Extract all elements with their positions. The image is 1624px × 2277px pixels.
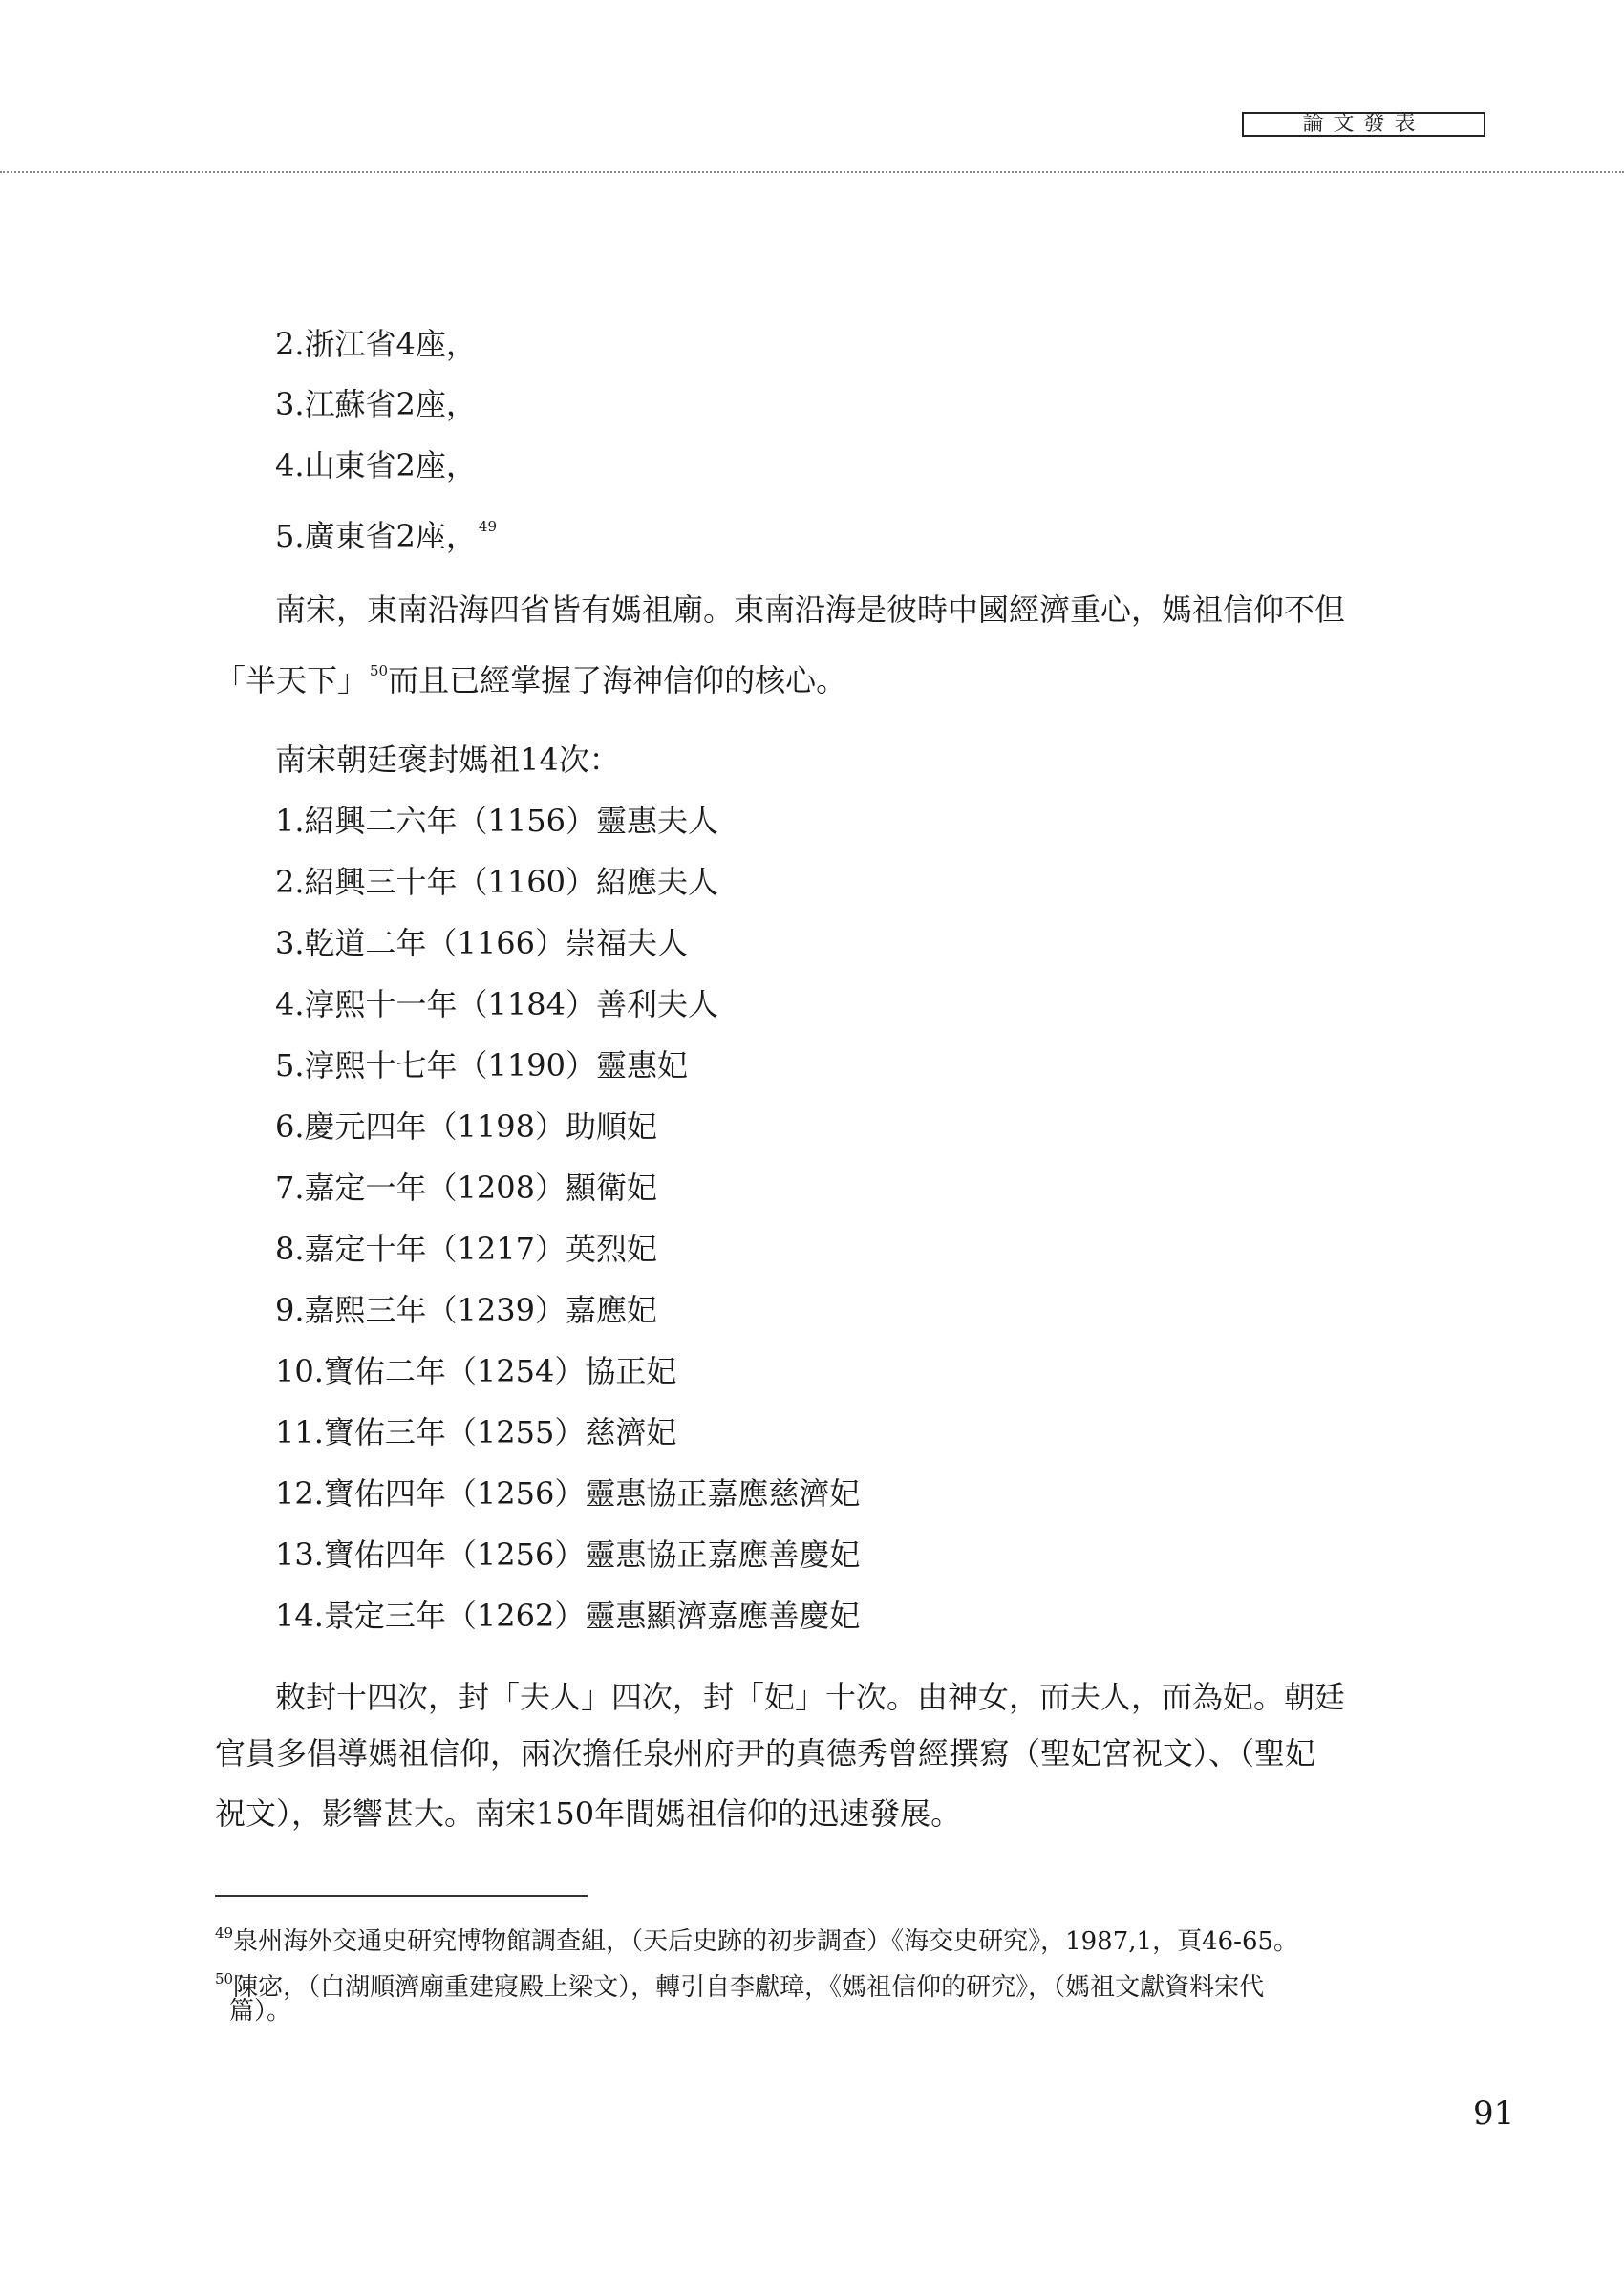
list-item: 2.紹興三十年（1160）紹應夫人 xyxy=(275,864,718,900)
page-number: 91 xyxy=(1473,2094,1515,2133)
list-item: 10.寶佑二年（1254）協正妃 xyxy=(275,1353,677,1389)
list-item: 14.景定三年（1262）靈惠顯濟嘉應善慶妃 xyxy=(275,1598,861,1634)
list-item: 12.寶佑四年（1256）靈惠協正嘉應慈濟妃 xyxy=(275,1475,861,1512)
footnote-divider xyxy=(215,1895,588,1897)
paragraph-line: 祝文），影響甚大。南宋150年間媽祖信仰的迅速發展。 xyxy=(215,1795,962,1832)
list-item: 3.乾道二年（1166）崇福夫人 xyxy=(275,925,688,961)
footnote-ref-50[interactable]: 50 xyxy=(370,662,389,679)
paragraph-text: 而且已經掌握了海神信仰的核心。 xyxy=(388,662,847,698)
paragraph-text: 「半天下」 xyxy=(215,662,369,698)
list-item-text: 5.廣東省2座， xyxy=(275,518,477,554)
footnote-number: 49 xyxy=(215,1924,234,1942)
running-header-section-label: 論文發表 xyxy=(1242,112,1485,137)
footnote-50 xyxy=(215,1964,1264,2003)
list-item: 9.嘉熙三年（1239）嘉應妃 xyxy=(275,1292,657,1328)
list-item xyxy=(275,507,497,555)
list-item: 5.淳熙十七年（1190）靈惠妃 xyxy=(275,1047,688,1084)
list-item: 1.紹興二六年（1156）靈惠夫人 xyxy=(275,803,718,839)
paragraph-line: 南宋，東南沿海四省皆有媽祖廟。東南沿海是彼時中國經濟重心，媽祖信仰不但 xyxy=(275,591,1346,628)
paragraph-line: 官員多倡導媽祖信仰，兩次擔任泉州府尹的真德秀曾經撰寫（聖妃宮祝文）、（聖妃 xyxy=(215,1735,1316,1772)
list-item: 13.寶佑四年（1256）靈惠協正嘉應善慶妃 xyxy=(275,1536,861,1573)
list-item: 4.淳熙十一年（1184）善利夫人 xyxy=(275,986,718,1022)
list-item: 3.江蘇省2座， xyxy=(275,386,477,422)
footnote-50-continuation: 篇）。 xyxy=(229,1997,292,2026)
footnote-text: 泉州海外交通史研究博物館調查組，（天后史跡的初步調查）《海交史研究》，1987,1，頁46-65。 xyxy=(233,1927,1299,1956)
footnote-text: 陳宓，（白湖順濟廟重建寢殿上梁文），轉引自李獻璋，《媽祖信仰的研究》，（媽祖文獻資料宋代 xyxy=(233,1973,1265,2002)
paragraph-line xyxy=(215,652,846,699)
list-item: 6.慶元四年（1198）助順妃 xyxy=(275,1108,657,1145)
list-item: 2.浙江省4座， xyxy=(275,326,477,362)
list-item: 11.寶佑三年（1255）慈濟妃 xyxy=(275,1414,677,1450)
footnote-number: 50 xyxy=(215,1970,234,1987)
list-intro: 南宋朝廷褒封媽祖14次： xyxy=(275,741,620,778)
header-divider xyxy=(0,171,1624,173)
footnote-49 xyxy=(215,1918,1298,1957)
list-item: 4.山東省2座， xyxy=(275,447,477,483)
paragraph-line: 敕封十四次，封「夫人」四次，封「妃」十次。由神女，而夫人，而為妃。朝廷 xyxy=(275,1679,1346,1715)
list-item: 8.嘉定十年（1217）英烈妃 xyxy=(275,1231,657,1267)
footnote-ref-49[interactable]: 49 xyxy=(478,518,497,535)
list-item: 7.嘉定一年（1208）顯衛妃 xyxy=(275,1170,657,1206)
